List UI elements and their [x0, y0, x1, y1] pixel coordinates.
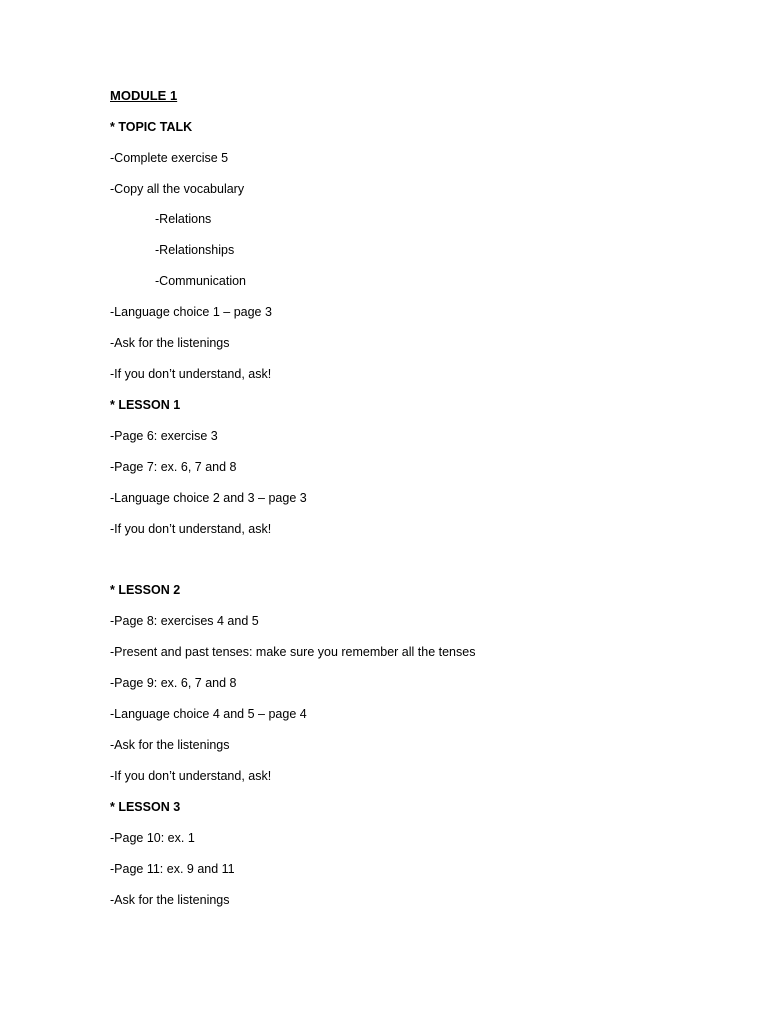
list-item: -Page 6: exercise 3 — [110, 429, 218, 443]
list-item: -Page 9: ex. 6, 7 and 8 — [110, 676, 237, 690]
list-item: -Language choice 1 – page 3 — [110, 305, 272, 319]
list-item: -Language choice 4 and 5 – page 4 — [110, 707, 307, 721]
list-item: -Page 8: exercises 4 and 5 — [110, 614, 259, 628]
list-item: -Ask for the listenings — [110, 738, 230, 752]
vocabulary-sub-item: -Relationships — [155, 243, 235, 257]
lesson3-heading: * LESSON 3 — [110, 800, 181, 814]
vocabulary-sub-item: -Communication — [155, 274, 247, 288]
list-item: -Copy all the vocabulary — [110, 182, 245, 196]
list-item: -Present and past tenses: make sure you remember all the tenses — [110, 645, 476, 659]
module-title: MODULE 1 — [110, 88, 178, 103]
list-item: -Ask for the listenings — [110, 893, 230, 907]
list-item: -Page 11: ex. 9 and 11 — [110, 862, 235, 876]
list-item: -Page 10: ex. 1 — [110, 831, 195, 845]
vocabulary-sub-item: -Relations — [155, 212, 212, 226]
list-item: -Ask for the listenings — [110, 336, 230, 350]
lesson2-heading: * LESSON 2 — [110, 583, 181, 597]
list-item: -If you don’t understand, ask! — [110, 522, 272, 536]
list-item: -Complete exercise 5 — [110, 151, 229, 165]
topic-talk-heading: * TOPIC TALK — [110, 120, 193, 134]
list-item: -If you don’t understand, ask! — [110, 367, 272, 381]
list-item: -Page 7: ex. 6, 7 and 8 — [110, 460, 237, 474]
lesson1-heading: * LESSON 1 — [110, 398, 181, 412]
list-item: -If you don’t understand, ask! — [110, 769, 272, 783]
list-item: -Language choice 2 and 3 – page 3 — [110, 491, 307, 505]
